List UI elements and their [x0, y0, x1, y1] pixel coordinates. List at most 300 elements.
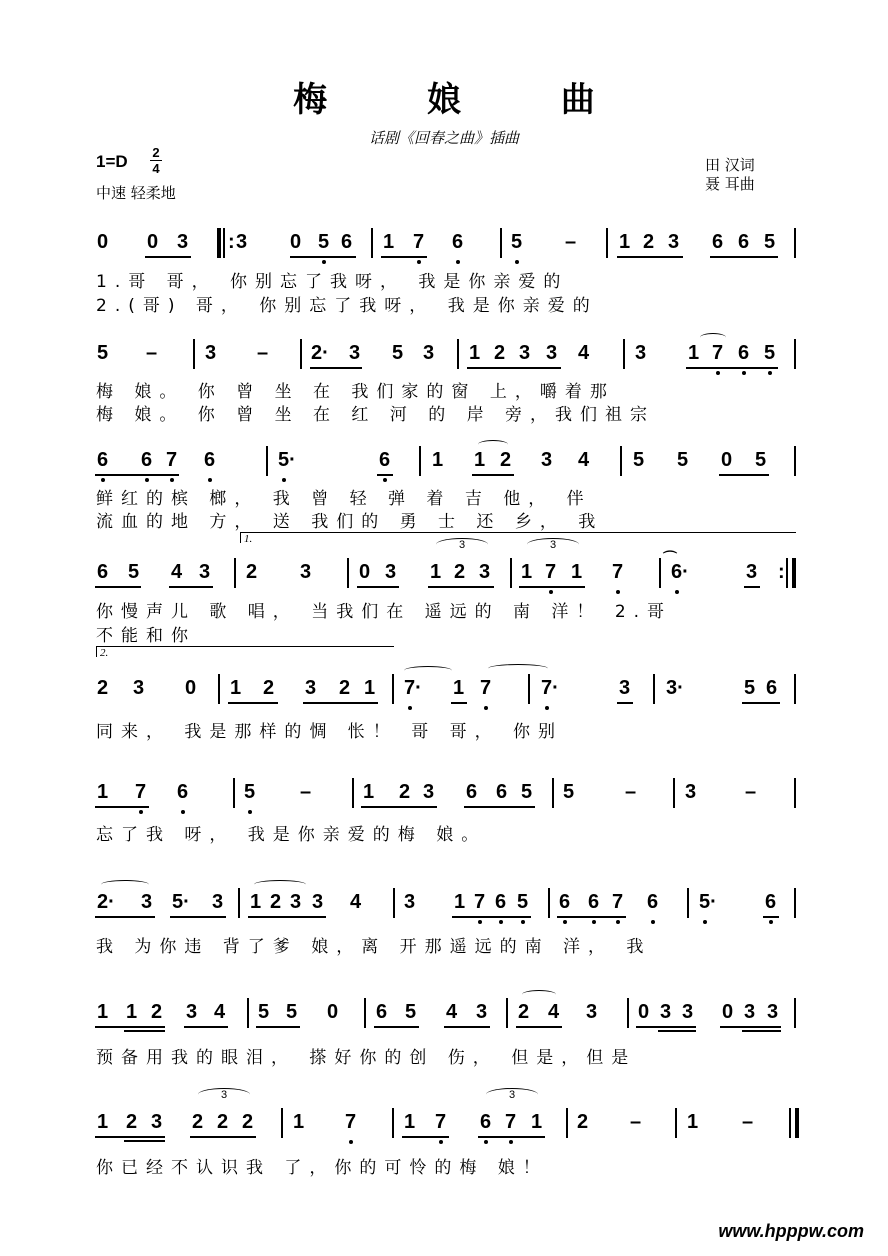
beam: [95, 1026, 165, 1028]
note: 1: [571, 561, 583, 583]
barline: [364, 998, 366, 1028]
barline: [347, 558, 349, 588]
note: 1: [453, 677, 465, 699]
lyric-line: 预备用我的眼泪， 搽好你的创 伤， 但是，但是: [96, 1048, 637, 1068]
note: 1: [97, 1001, 109, 1023]
note: 3: [519, 342, 531, 364]
beam: [95, 586, 141, 588]
barline: [393, 888, 395, 918]
lyric-line: 你慢声儿 歌 唱， 当我们在 遥远的 南 洋！ 2.哥: [96, 602, 673, 622]
repeat-end-barline: [792, 558, 796, 588]
beam: [516, 1026, 562, 1028]
note: 3: [668, 231, 680, 253]
note: 7: [435, 1111, 447, 1133]
note: 1: [474, 449, 486, 471]
note: 6: [97, 561, 109, 583]
tempo-marking: 中速 轻柔地: [96, 184, 176, 202]
barline: [392, 674, 394, 704]
octave-dot: [768, 371, 772, 375]
note: 1: [126, 1001, 138, 1023]
lyric-line: 鲜红的槟 榔， 我 曾 轻 弹 着 吉 他， 伴: [96, 489, 592, 509]
octave-dot: [616, 920, 620, 924]
lyric-line: 同来， 我是那样的惆 怅！ 哥 哥， 你别: [96, 722, 564, 742]
barline: [510, 558, 512, 588]
note: 1: [404, 1111, 416, 1133]
note: 1: [363, 781, 375, 803]
barline: [218, 674, 220, 704]
barline: [675, 1108, 677, 1138]
score-row-1: [0, 232, 888, 272]
note: 1: [383, 231, 395, 253]
note: 2: [339, 677, 351, 699]
final-barline: [795, 1108, 799, 1138]
barline: [552, 778, 554, 808]
octave-dot: [145, 478, 149, 482]
note: 3: [177, 231, 189, 253]
barline: [457, 339, 459, 369]
barline: [794, 339, 796, 369]
beam: [710, 256, 778, 258]
note: 3: [404, 891, 416, 913]
note: 6: [376, 1001, 388, 1023]
beam: [381, 256, 427, 258]
note: 7: [545, 561, 557, 583]
note: 4: [350, 891, 362, 913]
beam: [124, 1030, 165, 1032]
beam: [169, 586, 213, 588]
note: 6: [204, 449, 216, 471]
note: 2: [643, 231, 655, 253]
slur: [254, 880, 306, 889]
beam: [184, 1026, 228, 1028]
note: 5: [244, 781, 256, 803]
beam: [742, 1030, 781, 1032]
note: 3: [385, 561, 397, 583]
octave-dot: [549, 590, 553, 594]
dash: –: [257, 342, 269, 364]
note: 3: [660, 1001, 672, 1023]
octave-dot: [383, 478, 387, 482]
note: 1: [97, 781, 109, 803]
note: 3: [685, 781, 697, 803]
beam: [464, 806, 535, 808]
triplet-mark: 3: [527, 538, 579, 551]
note: 3·: [666, 677, 684, 699]
note: 5: [744, 677, 756, 699]
barline: [794, 888, 796, 918]
octave-dot: [499, 920, 503, 924]
dash: –: [625, 781, 637, 803]
note: 5: [633, 449, 645, 471]
note: 3: [546, 342, 558, 364]
note: 2: [518, 1001, 530, 1023]
note: 1: [521, 561, 533, 583]
note: 1: [531, 1111, 543, 1133]
note: 5: [517, 891, 529, 913]
note: 0: [327, 1001, 339, 1023]
beam: [744, 586, 760, 588]
note: 2: [242, 1111, 254, 1133]
note: 2: [454, 561, 466, 583]
note: 5: [677, 449, 689, 471]
note: 2: [494, 342, 506, 364]
slur: [101, 880, 149, 889]
score-row-7: [0, 892, 888, 932]
dash: –: [146, 342, 158, 364]
note: 0: [185, 677, 197, 699]
beam: [95, 1136, 165, 1138]
note: 5: [511, 231, 523, 253]
repeat-dots: :: [778, 561, 785, 583]
note: 7: [413, 231, 425, 253]
lyric-line: 梅 娘。 你 曾 坐 在 红 河 的 岸 旁，我们祖宗: [96, 405, 656, 425]
barline: [794, 778, 796, 808]
barline: [794, 998, 796, 1028]
octave-dot: [322, 260, 326, 264]
note: 7: [612, 891, 624, 913]
dash: –: [565, 231, 577, 253]
beam: [290, 256, 356, 258]
barline: [506, 998, 508, 1028]
lyric-line: 1.哥 哥， 你别忘了我呀， 我是你亲爱的: [96, 272, 569, 292]
barline: [794, 228, 796, 258]
note: 3: [236, 231, 248, 253]
note: 1: [687, 1111, 699, 1133]
octave-dot: [456, 260, 460, 264]
note: 2: [246, 561, 258, 583]
note: 3: [746, 561, 758, 583]
beam: [303, 702, 378, 704]
octave-dot: [170, 478, 174, 482]
note: 5·: [699, 891, 717, 913]
beam: [428, 586, 494, 588]
note: 3: [305, 677, 317, 699]
note: 7·: [404, 677, 422, 699]
note: 6: [97, 449, 109, 471]
octave-dot: [101, 478, 105, 482]
beam: [190, 1136, 256, 1138]
score-row-8: [0, 1002, 888, 1042]
note: 2: [500, 449, 512, 471]
lyric-line: 我 为你违 背了爹 娘，离 开那遥远的南 洋， 我: [96, 937, 652, 957]
barline: [392, 1108, 394, 1138]
note: 7: [712, 342, 724, 364]
slur: [478, 440, 508, 449]
note: 3: [199, 561, 211, 583]
octave-dot: [521, 920, 525, 924]
barline: [266, 446, 268, 476]
note: 3: [212, 891, 224, 913]
beam: [402, 1136, 449, 1138]
note: 3: [619, 677, 631, 699]
note: 1: [688, 342, 700, 364]
note: 4: [578, 342, 590, 364]
note: 6: [141, 449, 153, 471]
beam: [452, 916, 531, 918]
note: 0: [638, 1001, 650, 1023]
barline: [789, 1108, 791, 1138]
note: 3: [141, 891, 153, 913]
note: 6: [452, 231, 464, 253]
score-row-6: [0, 782, 888, 822]
note: 3: [423, 342, 435, 364]
octave-dot: [439, 1140, 443, 1144]
octave-dot: [592, 920, 596, 924]
lyric-line: 流血的地 方， 送 我们的 勇 士 还 乡， 我: [96, 512, 604, 532]
note: 2: [263, 677, 275, 699]
note: 6: [496, 781, 508, 803]
octave-dot: [716, 371, 720, 375]
time-signature-top: 2: [152, 145, 160, 160]
beam: [720, 1026, 781, 1028]
note: 4: [171, 561, 183, 583]
note: 6: [588, 891, 600, 913]
note: 7: [480, 677, 492, 699]
note: 7: [612, 561, 624, 583]
note: 5·: [172, 891, 190, 913]
beam: [686, 367, 778, 369]
triplet-mark: 3: [198, 1088, 250, 1101]
note: 7: [345, 1111, 357, 1133]
composer-credit: 聂 耳曲: [705, 175, 755, 193]
beam: [357, 586, 399, 588]
barline: [193, 339, 195, 369]
note: 1: [469, 342, 481, 364]
beam: [95, 474, 179, 476]
note: 1: [230, 677, 242, 699]
note: 7: [505, 1111, 517, 1133]
triplet-mark: 3: [486, 1088, 538, 1101]
note: 0: [97, 231, 109, 253]
lyricist-credit: 田 汉词: [705, 156, 755, 174]
note: 7: [166, 449, 178, 471]
octave-dot: [675, 590, 679, 594]
second-ending-bracket: 2.: [96, 646, 394, 657]
note: 6: [647, 891, 659, 913]
barline: [794, 674, 796, 704]
barline: [223, 228, 225, 258]
note: 4: [578, 449, 590, 471]
lyric-line: 不能和你: [96, 626, 196, 646]
beam: [763, 916, 779, 918]
note: 2: [399, 781, 411, 803]
barline: [548, 888, 550, 918]
beam: [95, 916, 155, 918]
note: 1: [430, 561, 442, 583]
barline: [627, 998, 629, 1028]
beam: [478, 1136, 545, 1138]
barline: [371, 228, 373, 258]
lyric-line: 梅 娘。 你 曾 坐 在 我们家的窗 上，嚼着那: [96, 382, 615, 402]
note: 1: [250, 891, 262, 913]
note: 5: [258, 1001, 270, 1023]
note: 0: [290, 231, 302, 253]
slur: [488, 664, 548, 673]
octave-dot: [282, 478, 286, 482]
time-signature: [150, 146, 162, 175]
barline: [606, 228, 608, 258]
barline: [794, 446, 796, 476]
octave-dot: [484, 706, 488, 710]
note: 3: [541, 449, 553, 471]
note: 0: [721, 449, 733, 471]
note: 5: [392, 342, 404, 364]
barline: [234, 558, 236, 588]
note: 0: [722, 1001, 734, 1023]
beam: [377, 474, 393, 476]
beam: [310, 367, 362, 369]
octave-dot: [484, 1140, 488, 1144]
note: 3: [682, 1001, 694, 1023]
fermata-icon: ⌒: [663, 550, 677, 566]
note: 5: [764, 231, 776, 253]
note: 3: [133, 677, 145, 699]
beam: [451, 702, 467, 704]
note: 3: [312, 891, 324, 913]
octave-dot: [208, 478, 212, 482]
note: 3: [635, 342, 647, 364]
score-row-4: [0, 539, 888, 602]
octave-dot: [181, 810, 185, 814]
note: 6: [341, 231, 353, 253]
note: 2·: [97, 891, 115, 913]
note: 4: [446, 1001, 458, 1023]
score-row-5: [0, 678, 888, 718]
note: 0: [359, 561, 371, 583]
note: 0: [147, 231, 159, 253]
key-signature: 1=D: [96, 152, 128, 171]
note: 5·: [278, 449, 296, 471]
note: 1: [432, 449, 444, 471]
beam: [742, 702, 780, 704]
song-subtitle: 话剧《回春之曲》插曲: [368, 129, 519, 147]
note: 3: [767, 1001, 779, 1023]
barline: [786, 558, 788, 588]
note: 5: [521, 781, 533, 803]
note: 3: [205, 342, 217, 364]
note: 2·: [311, 342, 329, 364]
beam: [374, 1026, 419, 1028]
first-ending-bracket: 1.: [240, 532, 796, 543]
beam: [467, 367, 561, 369]
octave-dot: [545, 706, 549, 710]
note: 2: [126, 1111, 138, 1133]
octave-dot: [509, 1140, 513, 1144]
note: 2: [151, 1001, 163, 1023]
octave-dot: [563, 920, 567, 924]
note: 6: [765, 891, 777, 913]
lyric-line: 忘了我 呀， 我是你亲爱的梅 娘。: [96, 825, 487, 845]
note: 7: [135, 781, 147, 803]
note: 6: [766, 677, 778, 699]
note: 2: [217, 1111, 229, 1133]
note: 6: [738, 342, 750, 364]
note: 5: [755, 449, 767, 471]
beam: [145, 256, 191, 258]
beam: [444, 1026, 490, 1028]
barline: [566, 1108, 568, 1138]
note: 2: [97, 677, 109, 699]
note: 5: [563, 781, 575, 803]
note: 1: [364, 677, 376, 699]
barline: [233, 778, 235, 808]
octave-dot: [139, 810, 143, 814]
barline: [653, 674, 655, 704]
repeat-dots: :: [228, 231, 235, 253]
note: 5: [318, 231, 330, 253]
barline: [238, 888, 240, 918]
dash: –: [745, 781, 757, 803]
slur: [404, 666, 452, 675]
barline: [300, 339, 302, 369]
note: 7: [474, 891, 486, 913]
site-watermark: www.hpppw.com: [718, 1221, 864, 1241]
beam: [95, 806, 149, 808]
beam: [658, 1030, 696, 1032]
note: 6·: [671, 561, 689, 583]
beam: [228, 702, 278, 704]
note: 6: [712, 231, 724, 253]
beam: [361, 806, 437, 808]
beam: [617, 256, 683, 258]
beam: [557, 916, 626, 918]
octave-dot: [408, 706, 412, 710]
note: 3: [476, 1001, 488, 1023]
barline: [528, 674, 530, 704]
note: 1: [293, 1111, 305, 1133]
slur: [700, 333, 726, 342]
note: 5: [128, 561, 140, 583]
note: 6: [466, 781, 478, 803]
note: 5: [764, 342, 776, 364]
note: 6: [559, 891, 571, 913]
dash: –: [300, 781, 312, 803]
octave-dot: [742, 371, 746, 375]
note: 6: [738, 231, 750, 253]
lyric-line: 你已经不认识我 了，你的可怜的梅 娘！: [96, 1158, 548, 1178]
note: 3: [349, 342, 361, 364]
barline: [281, 1108, 283, 1138]
note: 3: [479, 561, 491, 583]
note: 4: [214, 1001, 226, 1023]
octave-dot: [248, 810, 252, 814]
barline: [620, 446, 622, 476]
beam: [636, 1026, 696, 1028]
beam: [519, 586, 585, 588]
octave-dot: [769, 920, 773, 924]
note: 6: [379, 449, 391, 471]
note: 5: [97, 342, 109, 364]
note: 2: [577, 1111, 589, 1133]
time-signature-bottom: 4: [152, 161, 160, 176]
note: 1: [97, 1111, 109, 1133]
slur: [522, 990, 556, 999]
octave-dot: [651, 920, 655, 924]
note: 6: [480, 1111, 492, 1133]
octave-dot: [515, 260, 519, 264]
note: 1: [454, 891, 466, 913]
octave-dot: [417, 260, 421, 264]
note: 3: [586, 1001, 598, 1023]
lyric-line: 2.(哥) 哥， 你别忘了我呀， 我是你亲爱的: [96, 296, 598, 316]
beam: [170, 916, 226, 918]
barline: [623, 339, 625, 369]
barline: [352, 778, 354, 808]
barline: [673, 778, 675, 808]
note: 6: [177, 781, 189, 803]
song-title: 梅 娘 曲: [293, 80, 639, 120]
barline: [247, 998, 249, 1028]
